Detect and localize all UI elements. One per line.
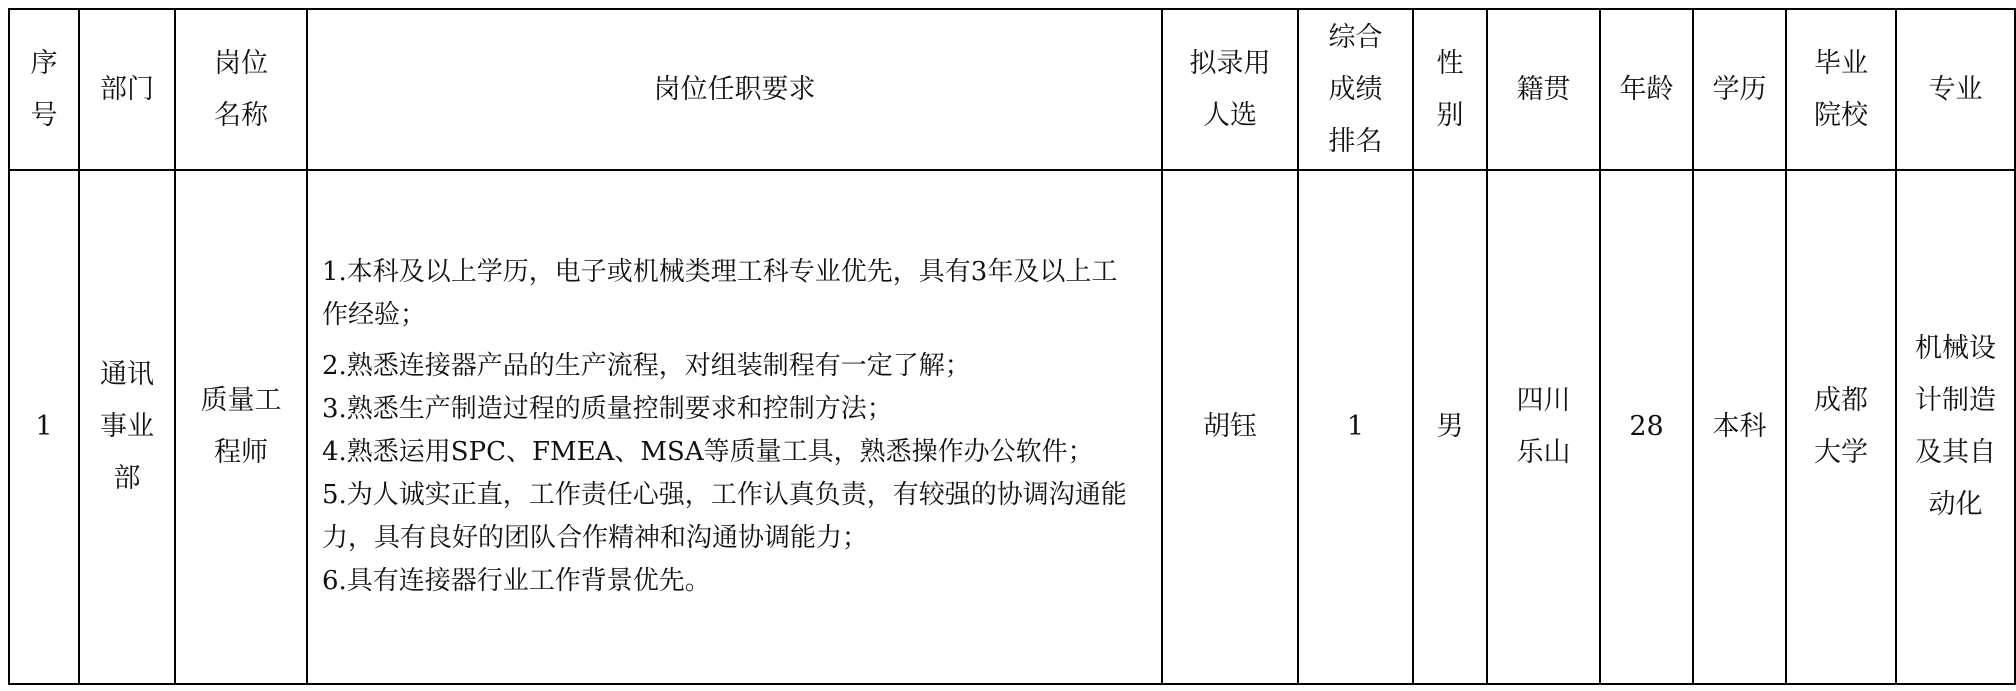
cell-origin: 四川乐山 (1487, 170, 1600, 684)
header-requirements: 岗位任职要求 (307, 9, 1162, 170)
header-gender: 性别 (1413, 9, 1487, 170)
requirement-item: 6.具有连接器行业工作背景优先。 (322, 566, 711, 596)
header-candidate: 拟录用人选 (1162, 9, 1298, 170)
cell-school: 成都大学 (1786, 170, 1896, 684)
recruitment-table (8, 8, 2016, 685)
requirement-item: 3.熟悉生产制造过程的质量控制要求和控制方法； (322, 394, 893, 424)
cell-major: 机械设计制造及其自动化 (1896, 170, 2015, 684)
header-dept: 部门 (79, 9, 175, 170)
header-rank: 综合成绩排名 (1298, 9, 1413, 170)
header-position: 岗位名称 (175, 9, 307, 170)
requirement-item: 4.熟悉运用SPC、FMEA、MSA等质量工具，熟悉操作办公软件； (322, 437, 1094, 467)
header-row (9, 9, 2015, 170)
cell-dept: 通讯事业部 (79, 170, 175, 684)
requirement-item: 2.熟悉连接器产品的生产流程，对组装制程有一定了解； (322, 351, 971, 381)
cell-requirements (307, 170, 1162, 684)
requirement-item: 5.为人诚实正直，工作责任心强，工作认真负责，有较强的协调沟通能力，具有良好的团队合作精神和沟通协调能力； (322, 480, 1127, 553)
header-education: 学历 (1693, 9, 1786, 170)
requirement-item: 1.本科及以上学历，电子或机械类理工科专业优先，具有3年及以上工作经验； (322, 257, 1118, 330)
cell-candidate: 胡钰 (1162, 170, 1298, 684)
cell-education: 本科 (1693, 170, 1786, 684)
table-row (9, 170, 2015, 684)
document-page (8, 8, 2014, 685)
header-origin: 籍贯 (1487, 9, 1600, 170)
cell-rank: 1 (1298, 170, 1413, 684)
cell-age: 28 (1600, 170, 1693, 684)
cell-gender: 男 (1413, 170, 1487, 684)
requirements-list (308, 251, 1161, 603)
cell-position: 质量工程师 (175, 170, 307, 684)
header-age: 年龄 (1600, 9, 1693, 170)
header-seq: 序号 (9, 9, 79, 170)
header-major: 专业 (1896, 9, 2015, 170)
header-school: 毕业院校 (1786, 9, 1896, 170)
cell-seq: 1 (9, 170, 79, 684)
